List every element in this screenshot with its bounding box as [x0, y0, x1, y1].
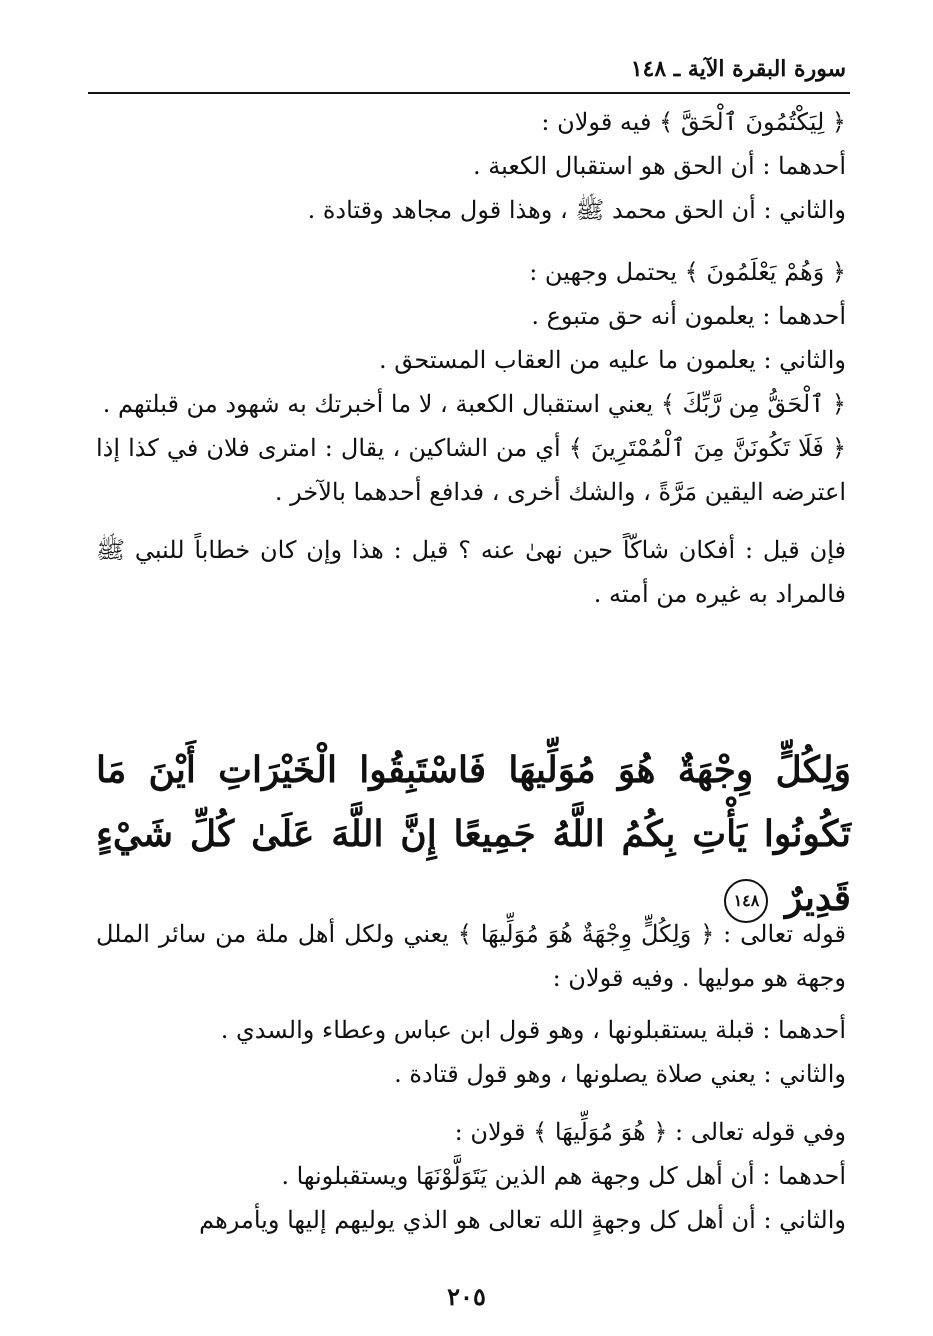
- paragraph: والثاني : يعلمون ما عليه من العقاب المستحق .: [379, 346, 846, 374]
- commentary-section-1: [96, 100, 846, 616]
- page-number: ٢٠٥: [447, 1282, 486, 1311]
- paragraph: وفي قوله تعالى : ﴿ هُوَ مُوَلِّيهَا ﴾ قولان :: [454, 1118, 846, 1146]
- paragraph: والثاني : أن الحق محمد ﷺ ، وهذا قول مجاهد وقتادة .: [307, 196, 846, 224]
- paragraph: أحدهما : يعلمون أنه حق متبوع .: [531, 302, 846, 330]
- running-head: سورة البقرة الآية ـ ١٤٨: [630, 56, 846, 82]
- paragraph: فإن قيل : أفكان شاكّاً حين نهىٰ عنه ؟ قيل : هذا وإن كان خطاباً للنبي ﷺ فالمراد به غيره من أمته .: [96, 536, 846, 608]
- paragraph: أحدهما : قبلة يستقبلونها ، وهو قول ابن عباس وعطاء والسدي .: [220, 1016, 846, 1044]
- paragraph: ﴿ لِيَكْتُمُونَ ٱلْحَقَّ ﴾ فيه قولان :: [541, 108, 846, 136]
- paragraph: والثاني : أن أهل كل وجهةٍ الله تعالى هو الذي يوليهم إليها ويأمرهم: [199, 1206, 846, 1234]
- page-header: [88, 52, 850, 94]
- commentary-section-2: [96, 912, 846, 1242]
- paragraph: ﴿ ٱلْحَقُّ مِن رَّبِّكَ ﴾ يعني استقبال الكعبة ، لا ما أخبرتك به شهود من قبلتهم .: [102, 390, 846, 418]
- ayah-number-marker: ١٤٨: [724, 879, 768, 923]
- paragraph: قوله تعالى : ﴿ وَلِكُلٍّ وِجْهَةٌ هُوَ مُوَلِّيهَا ﴾ يعني ولكل أهل ملة من سائر الملل وجهة هو موليها . وفيه قولان :: [96, 920, 846, 992]
- paragraph: أحدهما : أن أهل كل وجهة هم الذين يَتَوَلَّوْنَهَا ويستقبلونها .: [281, 1162, 846, 1190]
- paragraph: ﴿ وَهُمْ يَعْلَمُونَ ﴾ يحتمل وجهين :: [529, 258, 846, 286]
- paragraph: والثاني : يعني صلاة يصلونها ، وهو قول قتادة .: [394, 1060, 846, 1088]
- verse-text: وَلِكُلٍّ وِجْهَةٌ هُوَ مُوَلِّيهَا فَاسْتَبِقُوا الْخَيْرَاتِ أَيْنَ مَا تَكُونُوا يَأْتِ بِكُمُ اللَّهُ جَمِيعًا إِنَّ اللَّهَ عَلَىٰ كُلِّ شَيْءٍ قَدِيرٌ: [96, 749, 851, 919]
- paragraph: ﴿ فَلَا تَكُونَنَّ مِنَ ٱلْمُمْتَرِينَ ﴾ أي من الشاكين ، يقال : امترى فلان في كذا إذا اعترضه اليقين مَرَّةً ، والشك أخرى ، فدافع أحدهما بالآخر .: [96, 434, 846, 506]
- quran-verse: [96, 738, 851, 930]
- paragraph: أحدهما : أن الحق هو استقبال الكعبة .: [473, 152, 846, 180]
